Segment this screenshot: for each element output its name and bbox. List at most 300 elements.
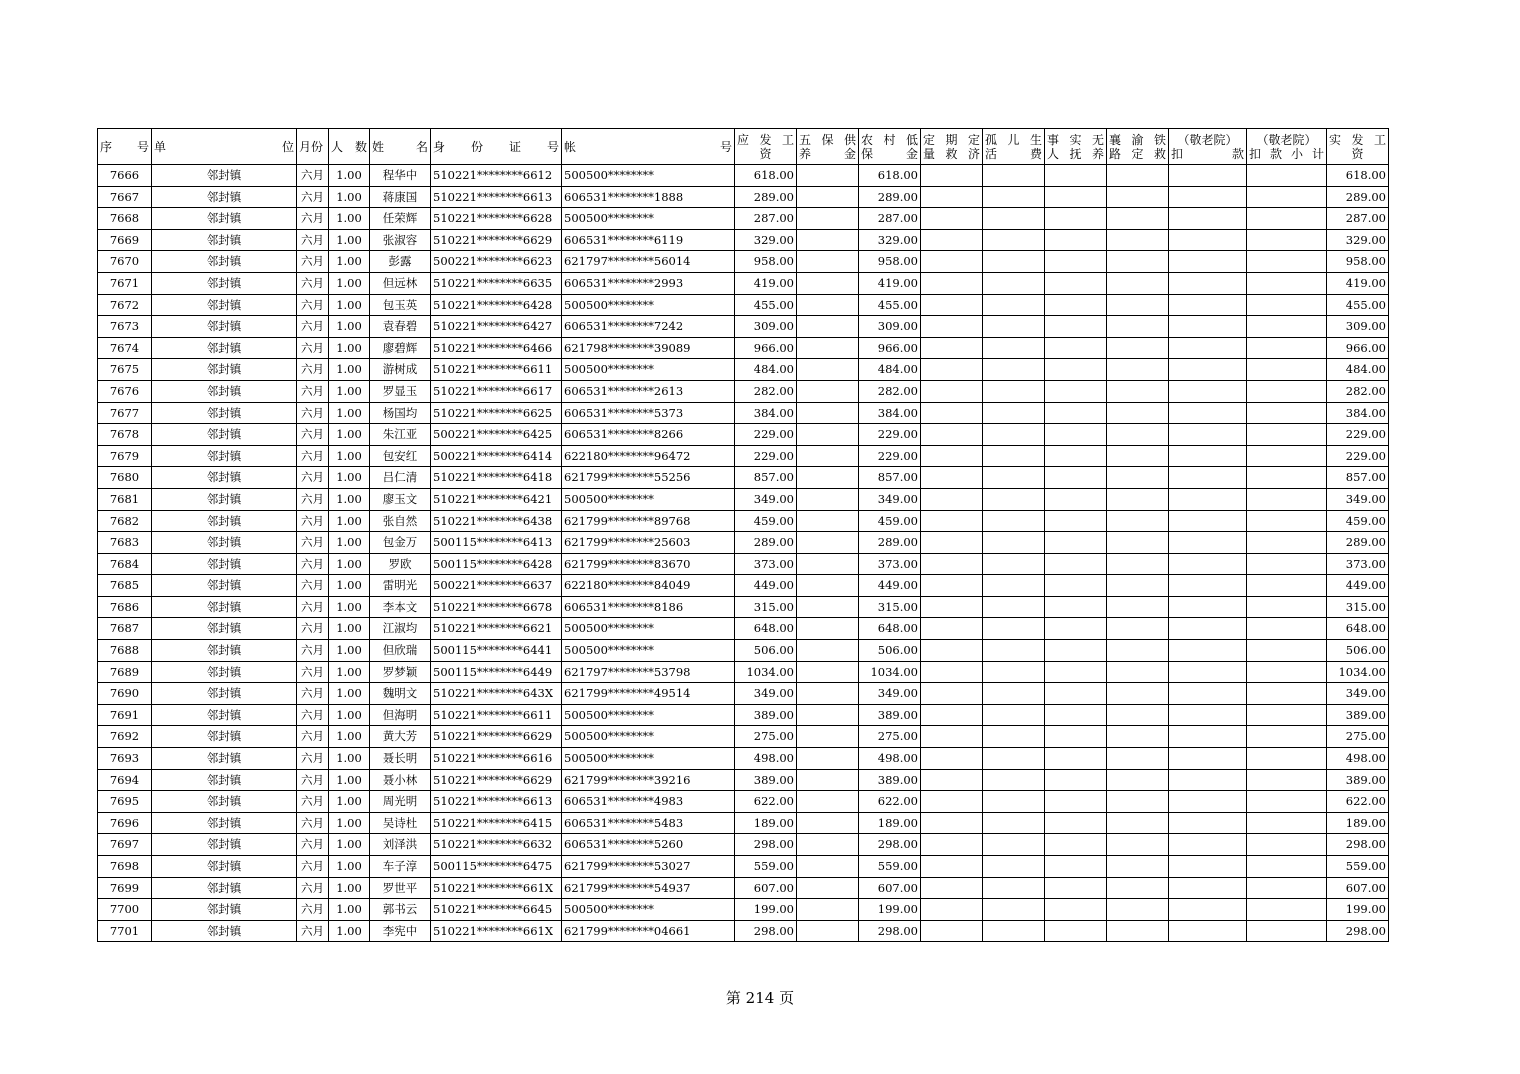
cell-dingqi — [921, 920, 983, 942]
table-row — [98, 186, 1389, 208]
cell-jly-deduct — [1169, 748, 1247, 770]
cell-xiangyu — [1107, 424, 1169, 446]
cell-name: 张自然 — [370, 510, 431, 532]
cell-month: 六月 — [297, 229, 329, 251]
cell-jly-subtotal — [1247, 424, 1327, 446]
cell-wubao — [797, 359, 859, 381]
table-row — [98, 337, 1389, 359]
cell-jly-deduct — [1169, 186, 1247, 208]
cell-xiangyu — [1107, 575, 1169, 597]
header-row — [98, 129, 1389, 165]
cell-jly-deduct — [1169, 402, 1247, 424]
cell-shishi — [1045, 165, 1107, 187]
cell-id: 500221********6425 — [431, 424, 562, 446]
cell-shishi — [1045, 683, 1107, 705]
cell-payable: 559.00 — [735, 856, 797, 878]
cell-month: 六月 — [297, 294, 329, 316]
cell-jly-subtotal — [1247, 769, 1327, 791]
cell-unit: 邻封镇 — [152, 683, 297, 705]
cell-account: 500500******** — [562, 165, 735, 187]
cell-shishi — [1045, 272, 1107, 294]
cell-seq: 7668 — [98, 208, 152, 230]
col-header-payable: 应 发 工 资 — [735, 129, 797, 165]
cell-account: 606531********8266 — [562, 424, 735, 446]
cell-actual: 349.00 — [1327, 683, 1389, 705]
table-row — [98, 856, 1389, 878]
cell-persons: 1.00 — [329, 899, 370, 921]
cell-shishi — [1045, 812, 1107, 834]
cell-dibao: 384.00 — [859, 402, 921, 424]
cell-actual: 389.00 — [1327, 769, 1389, 791]
cell-orphan — [983, 251, 1045, 273]
cell-wubao — [797, 683, 859, 705]
cell-name: 郭书云 — [370, 899, 431, 921]
cell-dingqi — [921, 337, 983, 359]
cell-payable: 349.00 — [735, 683, 797, 705]
cell-jly-deduct — [1169, 359, 1247, 381]
cell-payable: 287.00 — [735, 208, 797, 230]
cell-actual: 384.00 — [1327, 402, 1389, 424]
allowance-table — [97, 128, 1389, 942]
cell-payable: 298.00 — [735, 920, 797, 942]
cell-orphan — [983, 467, 1045, 489]
cell-payable: 966.00 — [735, 337, 797, 359]
cell-persons: 1.00 — [329, 467, 370, 489]
cell-dingqi — [921, 877, 983, 899]
table-row — [98, 640, 1389, 662]
cell-shishi — [1045, 640, 1107, 662]
cell-persons: 1.00 — [329, 856, 370, 878]
cell-persons: 1.00 — [329, 380, 370, 402]
cell-unit: 邻封镇 — [152, 445, 297, 467]
cell-seq: 7691 — [98, 704, 152, 726]
cell-shishi — [1045, 294, 1107, 316]
cell-orphan — [983, 640, 1045, 662]
cell-payable: 275.00 — [735, 726, 797, 748]
cell-payable: 419.00 — [735, 272, 797, 294]
cell-actual: 648.00 — [1327, 618, 1389, 640]
cell-month: 六月 — [297, 251, 329, 273]
cell-unit: 邻封镇 — [152, 899, 297, 921]
cell-month: 六月 — [297, 337, 329, 359]
cell-unit: 邻封镇 — [152, 532, 297, 554]
cell-jly-subtotal — [1247, 575, 1327, 597]
cell-payable: 315.00 — [735, 596, 797, 618]
cell-jly-subtotal — [1247, 488, 1327, 510]
cell-name: 李本文 — [370, 596, 431, 618]
cell-account: 621799********25603 — [562, 532, 735, 554]
cell-jly-subtotal — [1247, 899, 1327, 921]
table-row — [98, 294, 1389, 316]
cell-xiangyu — [1107, 186, 1169, 208]
cell-xiangyu — [1107, 769, 1169, 791]
cell-actual: 958.00 — [1327, 251, 1389, 273]
cell-unit: 邻封镇 — [152, 208, 297, 230]
cell-id: 510221********6418 — [431, 467, 562, 489]
cell-xiangyu — [1107, 488, 1169, 510]
cell-orphan — [983, 402, 1045, 424]
cell-shishi — [1045, 920, 1107, 942]
cell-orphan — [983, 359, 1045, 381]
cell-month: 六月 — [297, 359, 329, 381]
cell-payable: 622.00 — [735, 791, 797, 813]
table-row — [98, 532, 1389, 554]
cell-seq: 7678 — [98, 424, 152, 446]
cell-month: 六月 — [297, 769, 329, 791]
cell-id: 510221********6438 — [431, 510, 562, 532]
cell-jly-deduct — [1169, 337, 1247, 359]
cell-orphan — [983, 553, 1045, 575]
table-body — [98, 165, 1389, 942]
cell-orphan — [983, 618, 1045, 640]
cell-unit: 邻封镇 — [152, 877, 297, 899]
cell-month: 六月 — [297, 467, 329, 489]
cell-jly-deduct — [1169, 683, 1247, 705]
cell-orphan — [983, 812, 1045, 834]
cell-orphan — [983, 877, 1045, 899]
table-row — [98, 812, 1389, 834]
cell-month: 六月 — [297, 856, 329, 878]
cell-dibao: 389.00 — [859, 769, 921, 791]
cell-name: 罗显玉 — [370, 380, 431, 402]
cell-seq: 7687 — [98, 618, 152, 640]
table-row — [98, 510, 1389, 532]
cell-shishi — [1045, 488, 1107, 510]
cell-wubao — [797, 575, 859, 597]
table-row — [98, 467, 1389, 489]
cell-account: 621799********39216 — [562, 769, 735, 791]
cell-orphan — [983, 510, 1045, 532]
cell-id: 500115********6441 — [431, 640, 562, 662]
cell-actual: 199.00 — [1327, 899, 1389, 921]
cell-month: 六月 — [297, 553, 329, 575]
cell-payable: 289.00 — [735, 186, 797, 208]
cell-wubao — [797, 856, 859, 878]
cell-dibao: 282.00 — [859, 380, 921, 402]
cell-unit: 邻封镇 — [152, 575, 297, 597]
cell-wubao — [797, 510, 859, 532]
cell-account: 621799********54937 — [562, 877, 735, 899]
cell-dingqi — [921, 812, 983, 834]
cell-jly-deduct — [1169, 488, 1247, 510]
cell-persons: 1.00 — [329, 359, 370, 381]
cell-seq: 7676 — [98, 380, 152, 402]
cell-jly-deduct — [1169, 165, 1247, 187]
cell-dingqi — [921, 165, 983, 187]
cell-jly-subtotal — [1247, 661, 1327, 683]
cell-unit: 邻封镇 — [152, 769, 297, 791]
cell-dibao: 275.00 — [859, 726, 921, 748]
cell-dibao: 455.00 — [859, 294, 921, 316]
cell-payable: 309.00 — [735, 316, 797, 338]
cell-jly-deduct — [1169, 834, 1247, 856]
cell-wubao — [797, 272, 859, 294]
cell-month: 六月 — [297, 640, 329, 662]
cell-month: 六月 — [297, 812, 329, 834]
cell-xiangyu — [1107, 445, 1169, 467]
cell-actual: 298.00 — [1327, 834, 1389, 856]
cell-payable: 229.00 — [735, 424, 797, 446]
cell-jly-subtotal — [1247, 294, 1327, 316]
cell-seq: 7696 — [98, 812, 152, 834]
cell-persons: 1.00 — [329, 251, 370, 273]
cell-jly-deduct — [1169, 294, 1247, 316]
table-row — [98, 424, 1389, 446]
cell-orphan — [983, 294, 1045, 316]
cell-seq: 7690 — [98, 683, 152, 705]
cell-account: 622180********96472 — [562, 445, 735, 467]
cell-dibao: 315.00 — [859, 596, 921, 618]
cell-id: 510221********6678 — [431, 596, 562, 618]
cell-unit: 邻封镇 — [152, 704, 297, 726]
col-header-account: 帐 号 — [562, 129, 735, 165]
cell-unit: 邻封镇 — [152, 251, 297, 273]
cell-jly-subtotal — [1247, 359, 1327, 381]
cell-name: 包金万 — [370, 532, 431, 554]
table-row — [98, 488, 1389, 510]
cell-name: 罗梦颖 — [370, 661, 431, 683]
cell-actual: 282.00 — [1327, 380, 1389, 402]
cell-actual: 373.00 — [1327, 553, 1389, 575]
cell-unit: 邻封镇 — [152, 488, 297, 510]
cell-month: 六月 — [297, 488, 329, 510]
cell-xiangyu — [1107, 640, 1169, 662]
cell-seq: 7681 — [98, 488, 152, 510]
cell-persons: 1.00 — [329, 532, 370, 554]
cell-orphan — [983, 726, 1045, 748]
cell-dibao: 289.00 — [859, 186, 921, 208]
cell-month: 六月 — [297, 596, 329, 618]
cell-shishi — [1045, 359, 1107, 381]
cell-xiangyu — [1107, 661, 1169, 683]
cell-dibao: 349.00 — [859, 683, 921, 705]
cell-jly-deduct — [1169, 877, 1247, 899]
cell-shishi — [1045, 575, 1107, 597]
cell-dibao: 559.00 — [859, 856, 921, 878]
col-header-dibao: 农 村 低 保 金 — [859, 129, 921, 165]
cell-payable: 484.00 — [735, 359, 797, 381]
cell-jly-deduct — [1169, 445, 1247, 467]
cell-xiangyu — [1107, 165, 1169, 187]
cell-dingqi — [921, 661, 983, 683]
col-header-shishi: 事 实 无 人 抚 养 — [1045, 129, 1107, 165]
cell-name: 但欣瑞 — [370, 640, 431, 662]
cell-actual: 275.00 — [1327, 726, 1389, 748]
table-row — [98, 899, 1389, 921]
cell-jly-deduct — [1169, 769, 1247, 791]
cell-month: 六月 — [297, 272, 329, 294]
cell-account: 606531********2613 — [562, 380, 735, 402]
cell-unit: 邻封镇 — [152, 791, 297, 813]
cell-dingqi — [921, 618, 983, 640]
cell-payable: 455.00 — [735, 294, 797, 316]
cell-shishi — [1045, 424, 1107, 446]
cell-name: 袁春碧 — [370, 316, 431, 338]
cell-persons: 1.00 — [329, 208, 370, 230]
cell-payable: 329.00 — [735, 229, 797, 251]
cell-orphan — [983, 575, 1045, 597]
cell-seq: 7701 — [98, 920, 152, 942]
cell-account: 606531********1888 — [562, 186, 735, 208]
cell-shishi — [1045, 208, 1107, 230]
cell-unit: 邻封镇 — [152, 726, 297, 748]
cell-id: 510221********6421 — [431, 488, 562, 510]
cell-xiangyu — [1107, 812, 1169, 834]
cell-shishi — [1045, 229, 1107, 251]
cell-wubao — [797, 791, 859, 813]
cell-unit: 邻封镇 — [152, 748, 297, 770]
cell-id: 510221********6629 — [431, 769, 562, 791]
cell-persons: 1.00 — [329, 812, 370, 834]
cell-name: 吴诗杜 — [370, 812, 431, 834]
cell-persons: 1.00 — [329, 726, 370, 748]
cell-id: 500115********6413 — [431, 532, 562, 554]
cell-wubao — [797, 899, 859, 921]
table-row — [98, 316, 1389, 338]
cell-seq: 7680 — [98, 467, 152, 489]
cell-actual: 1034.00 — [1327, 661, 1389, 683]
cell-account: 500500******** — [562, 748, 735, 770]
cell-shishi — [1045, 402, 1107, 424]
cell-month: 六月 — [297, 424, 329, 446]
cell-name: 李宪中 — [370, 920, 431, 942]
cell-jly-subtotal — [1247, 467, 1327, 489]
col-header-month: 月份 — [297, 129, 329, 165]
col-header-dingqi: 定 期 定 量 救 济 — [921, 129, 983, 165]
cell-id: 510221********643X — [431, 683, 562, 705]
table-row — [98, 834, 1389, 856]
cell-month: 六月 — [297, 532, 329, 554]
cell-jly-subtotal — [1247, 337, 1327, 359]
cell-month: 六月 — [297, 208, 329, 230]
cell-xiangyu — [1107, 899, 1169, 921]
cell-orphan — [983, 380, 1045, 402]
cell-xiangyu — [1107, 596, 1169, 618]
cell-dingqi — [921, 488, 983, 510]
cell-seq: 7672 — [98, 294, 152, 316]
cell-id: 500115********6475 — [431, 856, 562, 878]
cell-unit: 邻封镇 — [152, 402, 297, 424]
cell-seq: 7675 — [98, 359, 152, 381]
cell-dibao: 622.00 — [859, 791, 921, 813]
cell-dingqi — [921, 186, 983, 208]
cell-jly-subtotal — [1247, 640, 1327, 662]
page-number: 第 214 页 — [725, 989, 795, 1007]
cell-wubao — [797, 769, 859, 791]
cell-dingqi — [921, 510, 983, 532]
cell-dibao: 857.00 — [859, 467, 921, 489]
cell-unit: 邻封镇 — [152, 856, 297, 878]
cell-persons: 1.00 — [329, 424, 370, 446]
cell-jly-subtotal — [1247, 402, 1327, 424]
cell-unit: 邻封镇 — [152, 661, 297, 683]
cell-name: 但海明 — [370, 704, 431, 726]
cell-dibao: 389.00 — [859, 704, 921, 726]
cell-account: 606531********2993 — [562, 272, 735, 294]
cell-jly-subtotal — [1247, 877, 1327, 899]
cell-jly-deduct — [1169, 251, 1247, 273]
cell-persons: 1.00 — [329, 661, 370, 683]
cell-payable: 389.00 — [735, 769, 797, 791]
col-header-xiangyu: 襄 渝 铁 路 定 救 — [1107, 129, 1169, 165]
cell-month: 六月 — [297, 683, 329, 705]
cell-jly-deduct — [1169, 229, 1247, 251]
cell-persons: 1.00 — [329, 337, 370, 359]
cell-wubao — [797, 877, 859, 899]
cell-unit: 邻封镇 — [152, 640, 297, 662]
cell-orphan — [983, 748, 1045, 770]
cell-wubao — [797, 316, 859, 338]
cell-shishi — [1045, 251, 1107, 273]
cell-xiangyu — [1107, 294, 1169, 316]
table-row — [98, 920, 1389, 942]
cell-jly-deduct — [1169, 467, 1247, 489]
cell-name: 车子淳 — [370, 856, 431, 878]
cell-dibao: 449.00 — [859, 575, 921, 597]
cell-persons: 1.00 — [329, 920, 370, 942]
cell-jly-subtotal — [1247, 316, 1327, 338]
cell-dingqi — [921, 856, 983, 878]
table-row — [98, 445, 1389, 467]
cell-wubao — [797, 445, 859, 467]
cell-unit: 邻封镇 — [152, 553, 297, 575]
cell-id: 510221********6466 — [431, 337, 562, 359]
cell-shishi — [1045, 769, 1107, 791]
col-header-jly-deduct: （敬老院） 扣 款 — [1169, 129, 1247, 165]
cell-xiangyu — [1107, 532, 1169, 554]
cell-dibao: 229.00 — [859, 445, 921, 467]
col-header-wubao: 五 保 供 养 金 — [797, 129, 859, 165]
cell-dingqi — [921, 380, 983, 402]
cell-jly-subtotal — [1247, 618, 1327, 640]
cell-seq: 7669 — [98, 229, 152, 251]
cell-unit: 邻封镇 — [152, 467, 297, 489]
cell-month: 六月 — [297, 834, 329, 856]
cell-payable: 449.00 — [735, 575, 797, 597]
cell-actual: 298.00 — [1327, 920, 1389, 942]
cell-name: 吕仁清 — [370, 467, 431, 489]
cell-id: 510221********6428 — [431, 294, 562, 316]
cell-id: 510221********6617 — [431, 380, 562, 402]
cell-wubao — [797, 294, 859, 316]
table-row — [98, 661, 1389, 683]
cell-unit: 邻封镇 — [152, 359, 297, 381]
cell-dibao: 498.00 — [859, 748, 921, 770]
cell-account: 606531********5483 — [562, 812, 735, 834]
cell-id: 500221********6414 — [431, 445, 562, 467]
cell-persons: 1.00 — [329, 791, 370, 813]
cell-dingqi — [921, 272, 983, 294]
cell-payable: 958.00 — [735, 251, 797, 273]
cell-xiangyu — [1107, 229, 1169, 251]
cell-jly-deduct — [1169, 812, 1247, 834]
cell-payable: 199.00 — [735, 899, 797, 921]
cell-account: 606531********5260 — [562, 834, 735, 856]
cell-seq: 7666 — [98, 165, 152, 187]
cell-account: 621799********04661 — [562, 920, 735, 942]
table-row — [98, 553, 1389, 575]
cell-orphan — [983, 186, 1045, 208]
cell-name: 罗欧 — [370, 553, 431, 575]
cell-jly-deduct — [1169, 856, 1247, 878]
cell-jly-subtotal — [1247, 748, 1327, 770]
cell-wubao — [797, 748, 859, 770]
cell-orphan — [983, 165, 1045, 187]
cell-dibao: 298.00 — [859, 834, 921, 856]
cell-xiangyu — [1107, 748, 1169, 770]
cell-name: 蒋康国 — [370, 186, 431, 208]
cell-shishi — [1045, 791, 1107, 813]
